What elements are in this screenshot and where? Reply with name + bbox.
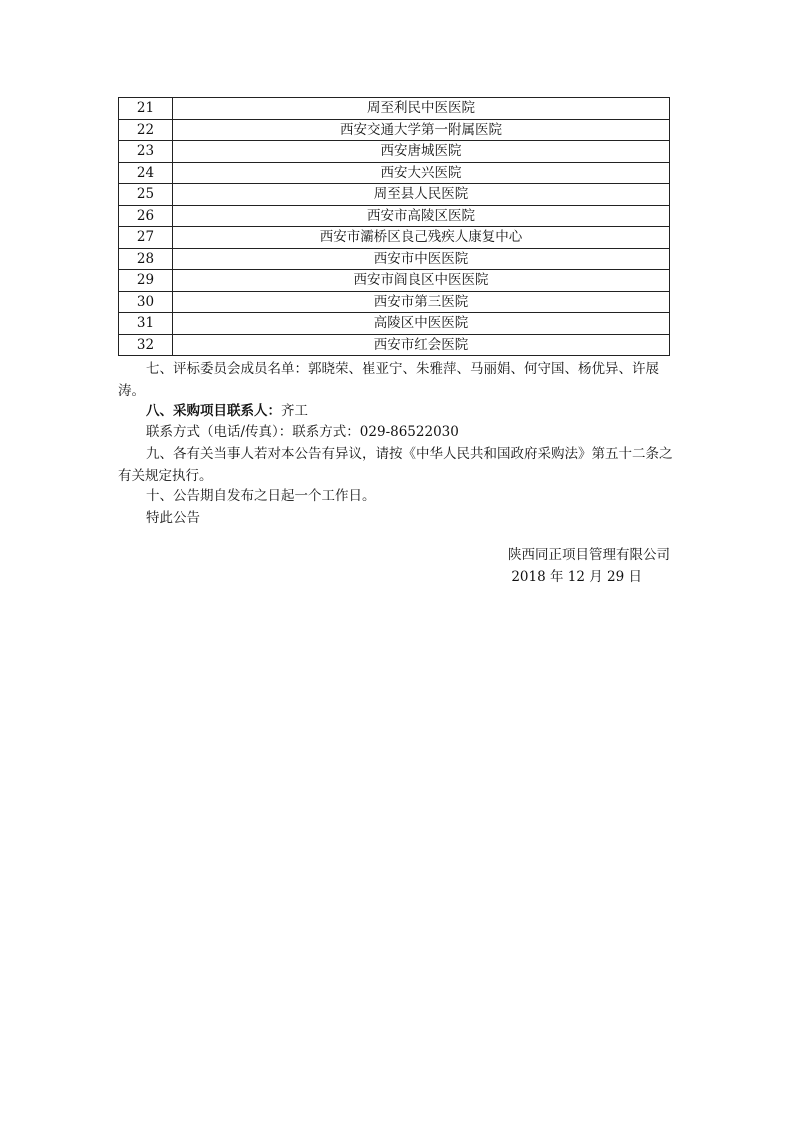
table-row — [119, 98, 670, 120]
table-row — [119, 184, 670, 206]
signature-company: 陕西同正项目管理有限公司 — [508, 547, 670, 563]
hospital-name: 西安市高陵区医院 — [173, 205, 670, 227]
row-number: 21 — [119, 98, 173, 120]
table-row — [119, 270, 670, 292]
row-number: 23 — [119, 141, 173, 163]
row-number: 29 — [119, 270, 173, 292]
row-number: 24 — [119, 162, 173, 184]
period-paragraph: 十、公告期自发布之日起一个工作日。 — [146, 488, 376, 504]
row-number: 28 — [119, 248, 173, 270]
hospital-name: 周至县人民医院 — [173, 184, 670, 206]
table-row — [119, 162, 670, 184]
hospital-table-body — [119, 98, 670, 356]
hospital-name: 西安交通大学第一附属医院 — [173, 119, 670, 141]
objection-paragraph: 九、各有关当事人若对本公告有异议，请按《中华人民共和国政府采购法》第五十二条之有关规定执行。 — [118, 446, 673, 484]
hospital-table — [118, 97, 670, 356]
hospital-name: 西安大兴医院 — [173, 162, 670, 184]
hospital-name: 周至利民中医医院 — [173, 98, 670, 120]
table-row — [119, 248, 670, 270]
row-number: 25 — [119, 184, 173, 206]
contact-paragraph — [118, 401, 678, 423]
hospital-name: 高陵区中医医院 — [173, 313, 670, 335]
row-number: 22 — [119, 119, 173, 141]
row-number: 32 — [119, 334, 173, 356]
contact-name: 齐工 — [281, 403, 308, 419]
table-row — [119, 313, 670, 335]
table-row — [119, 119, 670, 141]
table-row — [119, 334, 670, 356]
closing-paragraph: 特此公告 — [146, 510, 200, 526]
hospital-name: 西安唐城医院 — [173, 141, 670, 163]
row-number: 27 — [119, 227, 173, 249]
row-number: 26 — [119, 205, 173, 227]
contact-heading: 八、采购项目联系人： — [146, 403, 281, 419]
contact-method-paragraph: 联系方式（电话/传真）：联系方式：029-86522030 — [146, 424, 459, 440]
table-row — [119, 291, 670, 313]
hospital-name: 西安市灞桥区良己残疾人康复中心 — [173, 227, 670, 249]
table-row — [119, 141, 670, 163]
table-row — [119, 205, 670, 227]
row-number: 31 — [119, 313, 173, 335]
signature-date: 2018 年 12 月 29 日 — [511, 569, 642, 585]
hospital-name: 西安市中医医院 — [173, 248, 670, 270]
hospital-name: 西安市阎良区中医医院 — [173, 270, 670, 292]
hospital-name: 西安市第三医院 — [173, 291, 670, 313]
hospital-name: 西安市红会医院 — [173, 334, 670, 356]
table-row — [119, 227, 670, 249]
committee-paragraph: 七、评标委员会成员名单：郭晓荣、崔亚宁、朱雅萍、马丽娟、何守国、杨优异、许展涛。 — [118, 361, 659, 399]
row-number: 30 — [119, 291, 173, 313]
